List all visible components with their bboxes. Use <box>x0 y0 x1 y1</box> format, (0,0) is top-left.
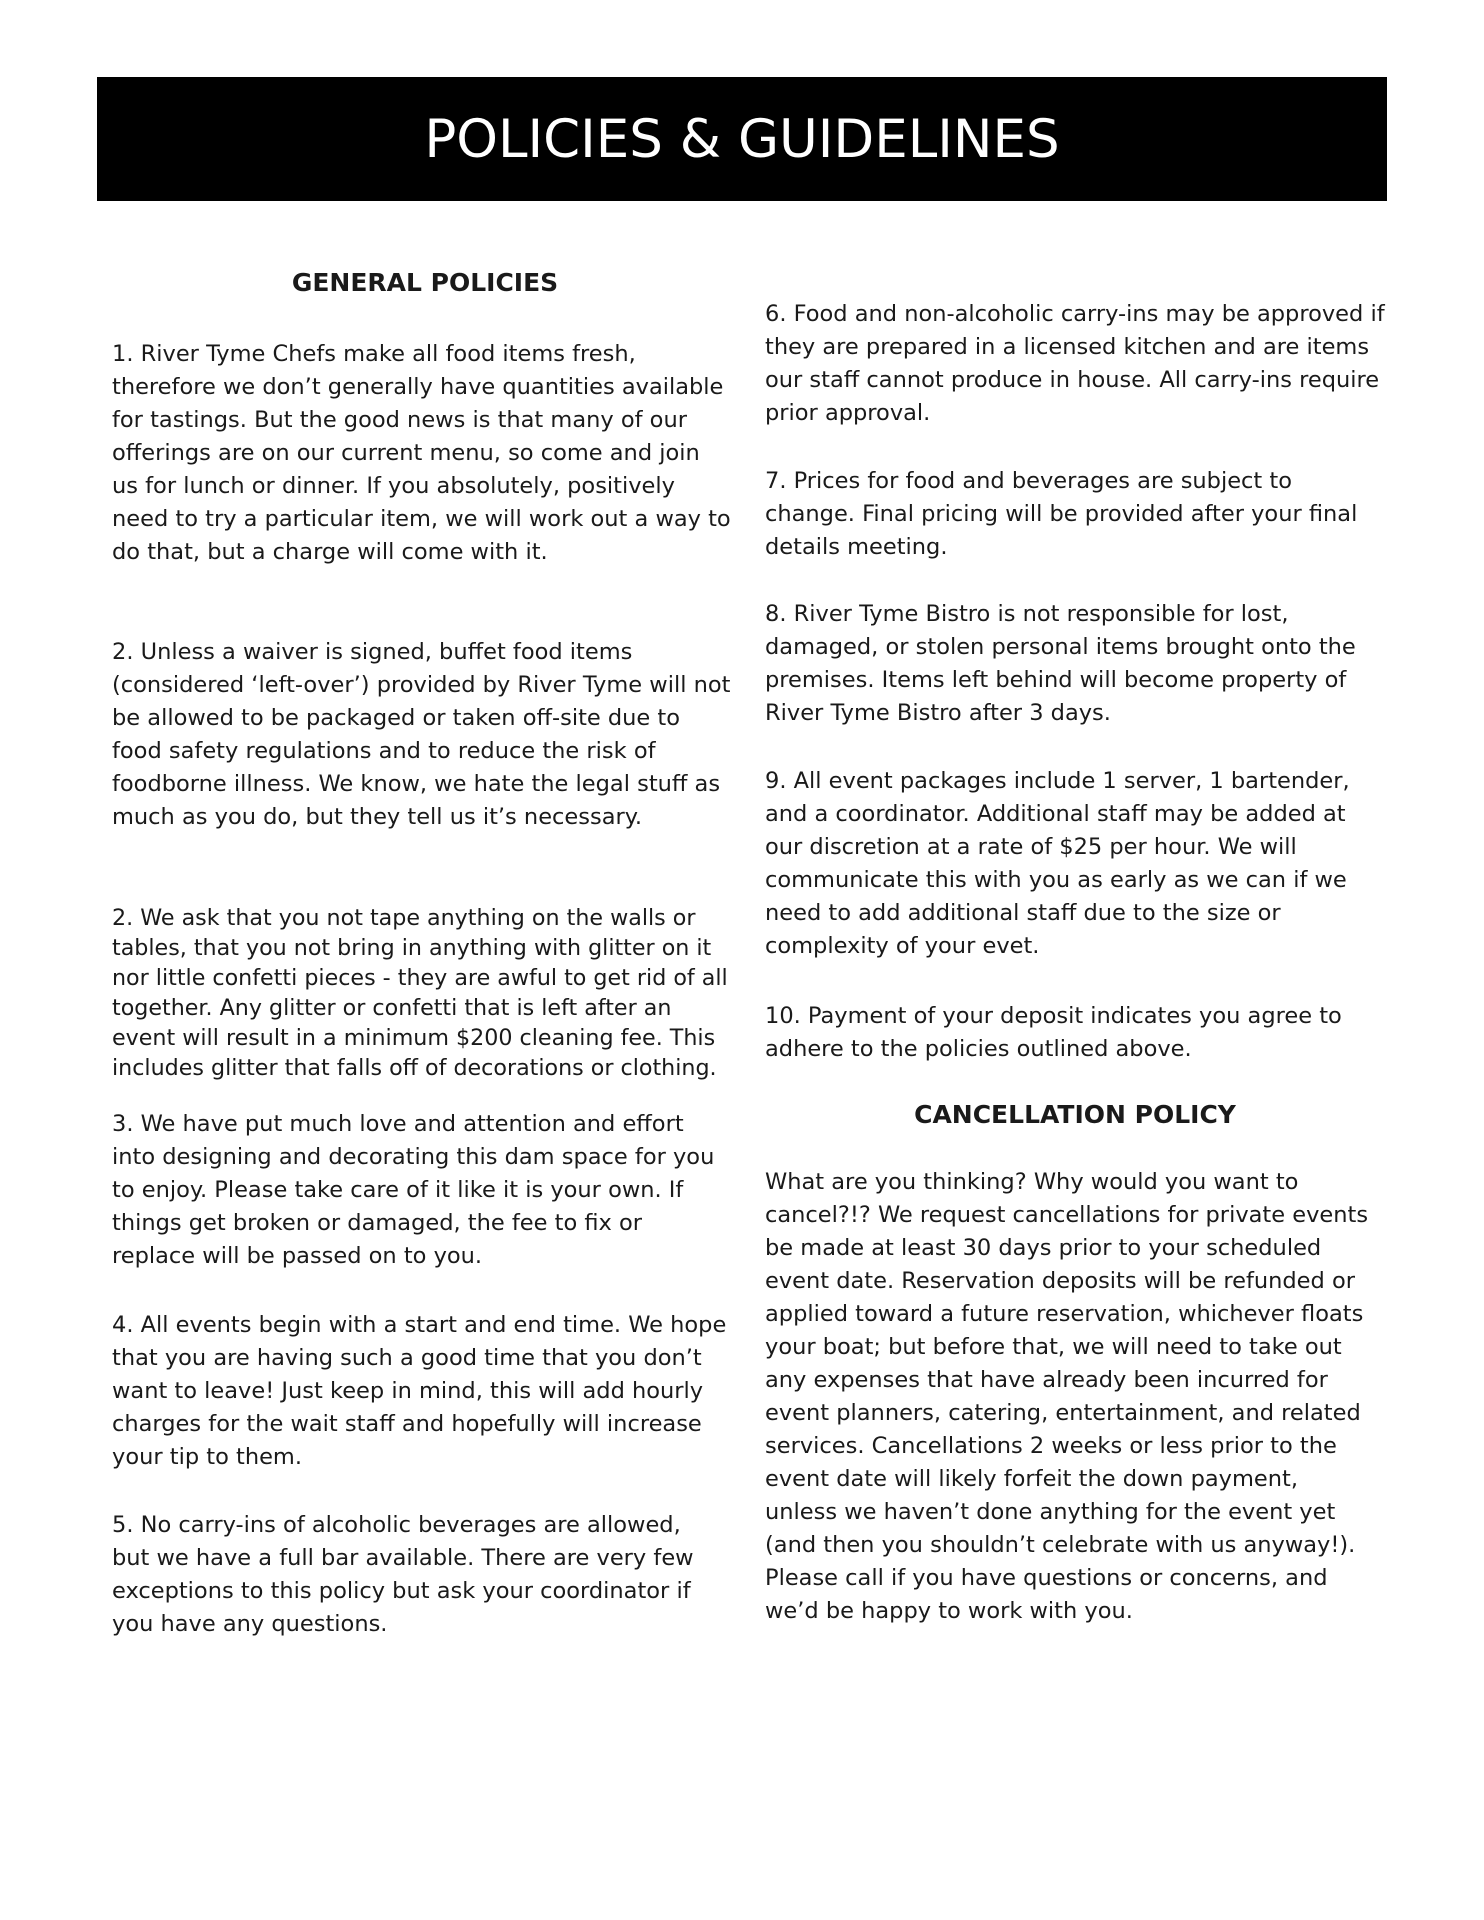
policy-item: 2. Unless a waiver is signed, buffet food items (considered ‘left-over’) provided by River Tyme will not be allowed to be packaged or taken off-site due to food safety regulations and to reduce the risk of foodborne illness. We know, we hate the legal stuff as much as you do, but they tell us it’s necessary. <box>112 639 731 830</box>
policy-item: 6. Food and non-alcoholic carry-ins may be approved if they are prepared in a licensed kitchen and are items our staff cannot produce in house. All carry-ins require prior approval. <box>765 301 1385 426</box>
cancellation-policy-heading: CANCELLATION POLICY <box>914 1100 1236 1129</box>
policy-item: 9. All event packages include 1 server, 1 bartender, and a coordinator. Additional staff may be added at our discretion at a rate of $25 per hour. We will communicate this with you as early as we can if we need to add additional staff due to the size or complexity of your evet. <box>765 768 1350 959</box>
policy-item: 2. We ask that you not tape anything on the walls or tables, that you not bring in anything with glitter on it nor little confetti pieces - they are awful to get rid of all together. Any glitter or confetti that is left after an event will result in a minimum $200 cleaning fee. This includes glitter that falls off of decorations or clothing. <box>112 905 728 1081</box>
policy-item: 10. Payment of your deposit indicates you agree to adhere to the policies outlined above. <box>765 1003 1342 1062</box>
general-policies-heading: GENERAL POLICIES <box>291 268 559 297</box>
policy-item: 1. River Tyme Chefs make all food items fresh, therefore we don’t generally have quantities available for tastings. But the good news is that many of our offerings are on our current menu, so come and join us for lunch or dinner. If you absolutely, positively need to try a particular item, we will work out a way to do that, but a charge will come with it. <box>112 341 731 565</box>
policy-item: 4. All events begin with a start and end time. We hope that you are having such a good time that you don’t want to leave! Just keep in mind, this will add hourly charges for the wait staff and hopefully will increase your tip to them. <box>112 1312 727 1470</box>
policy-item: 3. We have put much love and attention and effort into designing and decorating this dam space for you to enjoy. Please take care of it like it is your own. If things get broken or damaged, the fee to fix or replace will be passed on to you. <box>112 1111 715 1269</box>
policy-item: 8. River Tyme Bistro is not responsible for lost, damaged, or stolen personal items brought onto the premises. Items left behind will become property of River Tyme Bistro after 3 days. <box>765 601 1356 726</box>
policy-item: 5. No carry-ins of alcoholic beverages are allowed, but we have a full bar available. There are very few exceptions to this policy but ask your coordinator if you have any questions. <box>112 1512 694 1637</box>
page-title: POLICIES & GUIDELINES <box>424 108 1060 170</box>
page-title-banner <box>97 77 1387 201</box>
cancellation-policy-text: What are you thinking? Why would you want to cancel?!? We request cancellations for private events be made at least 30 days prior to your scheduled event date. Reservation deposits will be refunded or applied toward a future reservation, whichever floats your boat; but before that, we will need to take out any expenses that have already been incurred for event planners, catering, entertainment, and related services. Cancellations 2 weeks or less prior to the event date will likely forfeit the down payment, unless we haven’t done anything for the event yet (and then you shouldn’t celebrate with us anyway!). Please call if you have questions or concerns, and we’d be happy to work with you. <box>765 1169 1369 1624</box>
policy-item: 7. Prices for food and beverages are subject to change. Final pricing will be provided after your final details meeting. <box>765 468 1358 560</box>
